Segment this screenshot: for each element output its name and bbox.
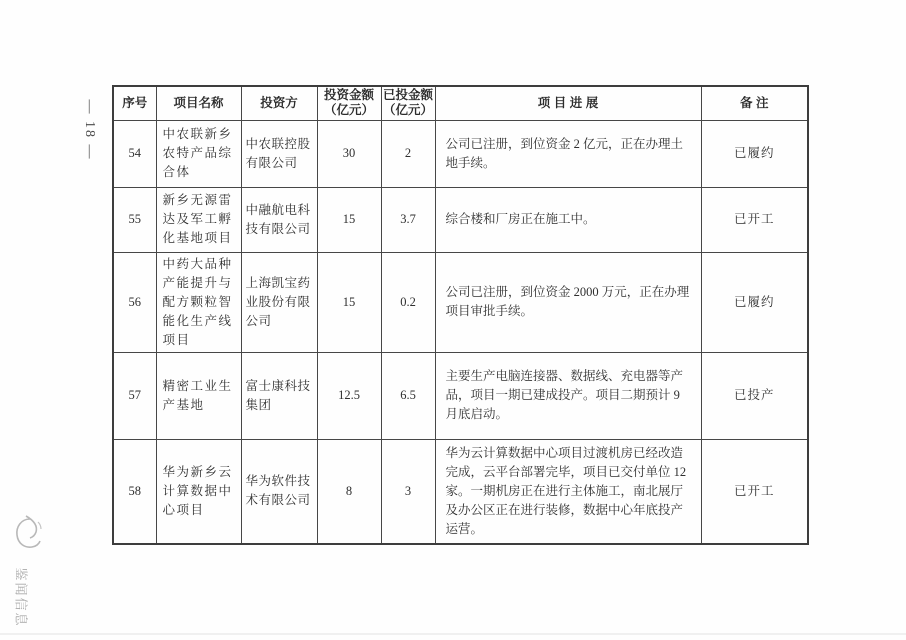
cell-remark: 已投产 [701,352,808,439]
cell-serial-number: 56 [113,252,156,352]
header-label: 项 目 进 展 [537,95,599,110]
scan-edge-artifact [0,633,906,635]
header-label: 投资方 [260,95,298,110]
header-serial-number [113,86,156,120]
cell-remark: 已开工 [701,187,808,252]
table-row [113,187,808,252]
cell-project-progress: 公司已注册，到位资金 2 亿元，正在办理土地手续。 [435,120,701,187]
cell-invested-amount: 3 [381,439,435,544]
cell-invested-amount: 6.5 [381,352,435,439]
cell-investment-amount: 30 [317,120,381,187]
header-sublabel: （亿元） [323,103,374,118]
cell-project-progress: 华为云计算数据中心项目过渡机房已经改造完成，云平台部署完毕，项目已交付单位 12 家。一期机房正在进行主体施工，南北展厅及办公区正在进行装修，数据中心年底投产运营。 [435,439,701,544]
cell-investor: 中农联控股有限公司 [241,120,317,187]
header-sublabel: （亿元） [382,103,433,118]
cell-investor: 富士康科技集团 [241,352,317,439]
header-invested-amount [381,86,435,120]
header-project-name [156,86,241,120]
header-investor [241,86,317,120]
cell-project-progress: 综合楼和厂房正在施工中。 [435,187,701,252]
cell-investment-amount: 8 [317,439,381,544]
header-investment-amount [317,86,381,120]
cell-project-progress: 主要生产电脑连接器、数据线、充电器等产品，项目一期已建成投产。项目二期预计 9 月底启动。 [435,352,701,439]
header-label: 项目名称 [173,95,224,110]
header-remark [701,86,808,120]
cell-remark: 已开工 [701,439,808,544]
header-label: 备 注 [740,95,769,110]
page-number: — 18 — [82,99,97,161]
projects-table [112,85,809,545]
cell-investor: 中融航电科技有限公司 [241,187,317,252]
cell-project-name: 华为新乡云计算数据中心项目 [156,439,241,544]
cell-invested-amount: 2 [381,120,435,187]
cell-investment-amount: 15 [317,187,381,252]
cell-remark: 已履约 [701,252,808,352]
cell-investment-amount: 15 [317,252,381,352]
header-label: 已投金额 [382,88,433,103]
table-header-row [113,86,808,120]
table-row [113,352,808,439]
table-row [113,120,808,187]
cell-remark: 已履约 [701,120,808,187]
header-label: 序号 [122,95,148,110]
table-row [113,439,808,544]
cell-investment-amount: 12.5 [317,352,381,439]
cell-project-name: 精密工业生产基地 [156,352,241,439]
cell-project-name: 中药大品种产能提升与配方颗粒智能化生产线项目 [156,252,241,352]
cell-invested-amount: 0.2 [381,252,435,352]
cell-investor: 华为软件技术有限公司 [241,439,317,544]
watermark-logo-icon [12,514,48,558]
watermark-text: 鉴闻信息 [13,567,29,628]
header-label: 投资金额 [323,88,374,103]
table-row [113,252,808,352]
cell-serial-number: 58 [113,439,156,544]
cell-serial-number: 55 [113,187,156,252]
cell-serial-number: 54 [113,120,156,187]
cell-investor: 上海凯宝药业股份有限公司 [241,252,317,352]
cell-project-name: 新乡无源雷达及军工孵化基地项目 [156,187,241,252]
cell-invested-amount: 3.7 [381,187,435,252]
cell-project-name: 中农联新乡农特产品综合体 [156,120,241,187]
cell-project-progress: 公司已注册，到位资金 2000 万元，正在办理项目审批手续。 [435,252,701,352]
header-project-progress [435,86,701,120]
cell-serial-number: 57 [113,352,156,439]
